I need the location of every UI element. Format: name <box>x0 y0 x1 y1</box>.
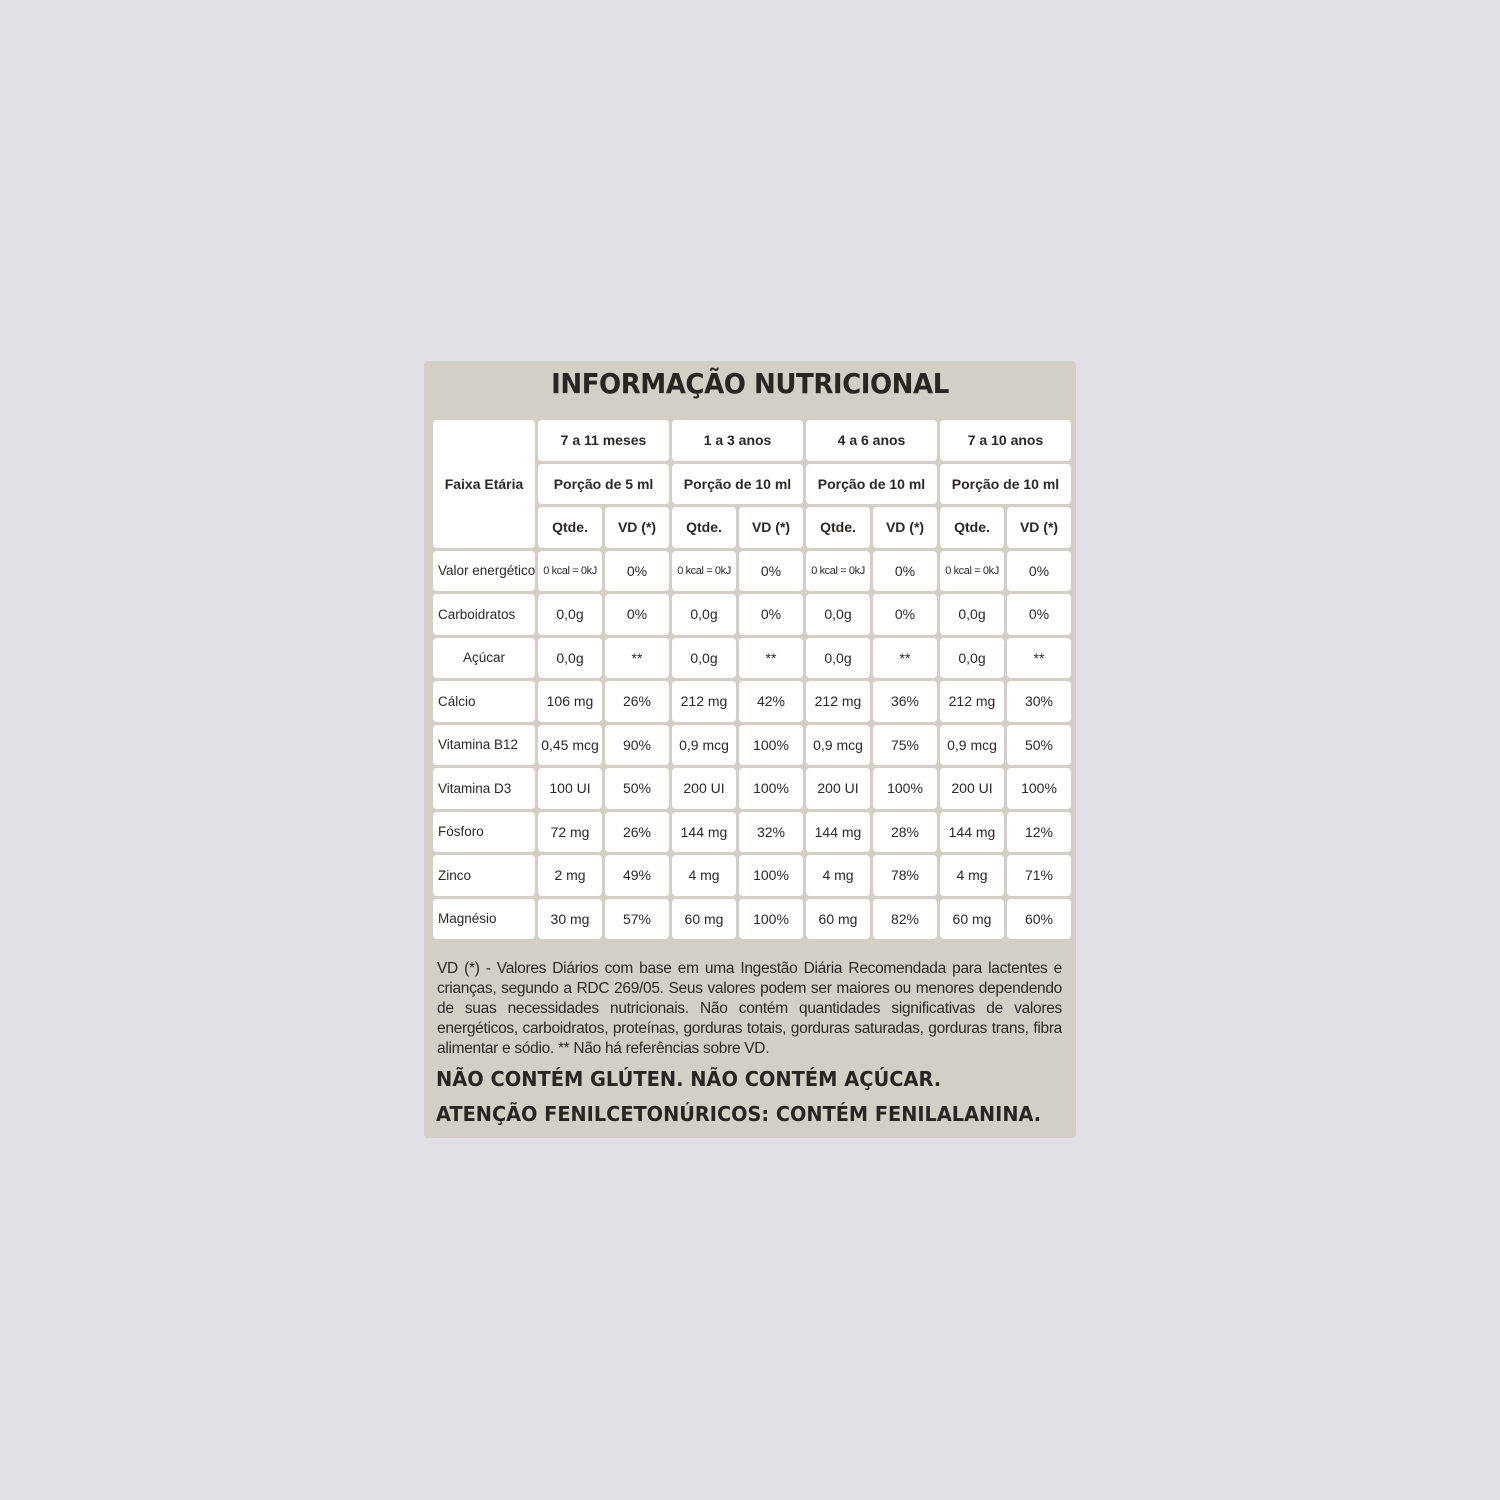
vd-value: 32% <box>739 812 803 853</box>
vd-value: 57% <box>605 899 669 940</box>
nutrition-facts-panel <box>424 361 1076 1138</box>
qtde-value: 212 mg <box>806 681 870 722</box>
qtde-value: 0 kcal = 0kJ <box>940 551 1004 592</box>
vd-value: ** <box>605 638 669 679</box>
qtde-value: 0,0g <box>806 594 870 635</box>
portion-header: Porção de 5 ml <box>538 464 669 505</box>
vd-value: 75% <box>873 725 937 766</box>
vd-value: 0% <box>605 594 669 635</box>
vd-value: 60% <box>1007 899 1071 940</box>
vd-value: 100% <box>739 899 803 940</box>
qtde-value: 4 mg <box>940 855 1004 896</box>
qtde-value: 200 UI <box>940 768 1004 809</box>
qtde-header: Qtde. <box>538 507 602 548</box>
age-group-header: 7 a 11 meses <box>538 420 669 461</box>
qtde-value: 212 mg <box>940 681 1004 722</box>
portion-header: Porção de 10 ml <box>672 464 803 505</box>
nutrient-label: Fósforo <box>433 812 535 853</box>
qtde-value: 0,0g <box>806 638 870 679</box>
phenylketonuria-warning: ATENÇÃO FENILCETONÚRICOS: CONTÉM FENILALANINA. <box>436 1102 1042 1126</box>
vd-value: 30% <box>1007 681 1071 722</box>
qtde-value: 0,0g <box>538 594 602 635</box>
vd-value: 26% <box>605 812 669 853</box>
qtde-value: 100 UI <box>538 768 602 809</box>
portion-header: Porção de 10 ml <box>806 464 937 505</box>
portion-header: Porção de 10 ml <box>940 464 1071 505</box>
age-group-header: 1 a 3 anos <box>672 420 803 461</box>
vd-value: 0% <box>873 551 937 592</box>
vd-value: 100% <box>739 855 803 896</box>
vd-value: ** <box>1007 638 1071 679</box>
vd-header: VD (*) <box>605 507 669 548</box>
qtde-header: Qtde. <box>940 507 1004 548</box>
qtde-value: 4 mg <box>806 855 870 896</box>
vd-value: 50% <box>605 768 669 809</box>
vd-value: 90% <box>605 725 669 766</box>
vd-header: VD (*) <box>1007 507 1071 548</box>
vd-value: 82% <box>873 899 937 940</box>
vd-value: 0% <box>605 551 669 592</box>
nutrient-label: Cálcio <box>433 681 535 722</box>
vd-value: 100% <box>739 725 803 766</box>
qtde-value: 0,0g <box>672 638 736 679</box>
qtde-value: 30 mg <box>538 899 602 940</box>
vd-value: 28% <box>873 812 937 853</box>
nutrient-label: Açúcar <box>433 638 535 679</box>
vd-header: VD (*) <box>873 507 937 548</box>
vd-value: 36% <box>873 681 937 722</box>
qtde-value: 0 kcal = 0kJ <box>806 551 870 592</box>
panel-title: INFORMAÇÃO NUTRICIONAL <box>551 367 949 400</box>
vd-value: 0% <box>739 594 803 635</box>
vd-value: 71% <box>1007 855 1071 896</box>
nutrient-label: Valor energético <box>433 551 535 592</box>
nutrient-label: Vitamina D3 <box>433 768 535 809</box>
qtde-value: 0,0g <box>940 638 1004 679</box>
faixa-etaria-header: Faixa Etária <box>433 420 535 548</box>
qtde-value: 0,0g <box>940 594 1004 635</box>
qtde-header: Qtde. <box>672 507 736 548</box>
qtde-header: Qtde. <box>806 507 870 548</box>
qtde-value: 212 mg <box>672 681 736 722</box>
qtde-value: 200 UI <box>806 768 870 809</box>
qtde-value: 0,0g <box>672 594 736 635</box>
qtde-value: 0 kcal = 0kJ <box>538 551 602 592</box>
qtde-value: 60 mg <box>806 899 870 940</box>
vd-value: 50% <box>1007 725 1071 766</box>
vd-value: 100% <box>739 768 803 809</box>
vd-value: 100% <box>1007 768 1071 809</box>
qtde-value: 0,0g <box>538 638 602 679</box>
footnote: VD (*) - Valores Diários com base em uma Ingestão Diária Recomendada para lactentes e crianças, segundo a RDC 269/05. Seus valores podem ser maiores ou menores dependendo de suas necessidades nutricionais. Não contém quantidades significativas de valores energéticos, carboidratos, proteínas, gorduras totais, gorduras saturadas, gorduras trans, fibra alimentar e sódio. ** Não há referências sobre VD. <box>437 960 1062 1057</box>
qtde-value: 60 mg <box>940 899 1004 940</box>
vd-value: 0% <box>1007 551 1071 592</box>
qtde-value: 60 mg <box>672 899 736 940</box>
qtde-value: 0,45 mcg <box>538 725 602 766</box>
age-group-header: 4 a 6 anos <box>806 420 937 461</box>
vd-value: ** <box>873 638 937 679</box>
nutrient-label: Carboidratos <box>433 594 535 635</box>
qtde-value: 72 mg <box>538 812 602 853</box>
vd-value: 0% <box>873 594 937 635</box>
vd-value: 0% <box>739 551 803 592</box>
vd-value: 100% <box>873 768 937 809</box>
nutrient-label: Vitamina B12 <box>433 725 535 766</box>
vd-value: 12% <box>1007 812 1071 853</box>
nutrient-label: Magnésio <box>433 899 535 940</box>
qtde-value: 0,9 mcg <box>806 725 870 766</box>
vd-header: VD (*) <box>739 507 803 548</box>
vd-value: ** <box>739 638 803 679</box>
qtde-value: 4 mg <box>672 855 736 896</box>
vd-value: 26% <box>605 681 669 722</box>
qtde-value: 0,9 mcg <box>940 725 1004 766</box>
qtde-value: 144 mg <box>672 812 736 853</box>
qtde-value: 0,9 mcg <box>672 725 736 766</box>
gluten-sugar-warning: NÃO CONTÉM GLÚTEN. NÃO CONTÉM AÇÚCAR. <box>436 1067 942 1091</box>
qtde-value: 144 mg <box>940 812 1004 853</box>
qtde-value: 144 mg <box>806 812 870 853</box>
qtde-value: 0 kcal = 0kJ <box>672 551 736 592</box>
vd-value: 42% <box>739 681 803 722</box>
vd-value: 0% <box>1007 594 1071 635</box>
vd-value: 49% <box>605 855 669 896</box>
nutrient-label: Zinco <box>433 855 535 896</box>
age-group-header: 7 a 10 anos <box>940 420 1071 461</box>
qtde-value: 200 UI <box>672 768 736 809</box>
qtde-value: 106 mg <box>538 681 602 722</box>
nutrition-table <box>433 420 1071 939</box>
qtde-value: 2 mg <box>538 855 602 896</box>
vd-value: 78% <box>873 855 937 896</box>
